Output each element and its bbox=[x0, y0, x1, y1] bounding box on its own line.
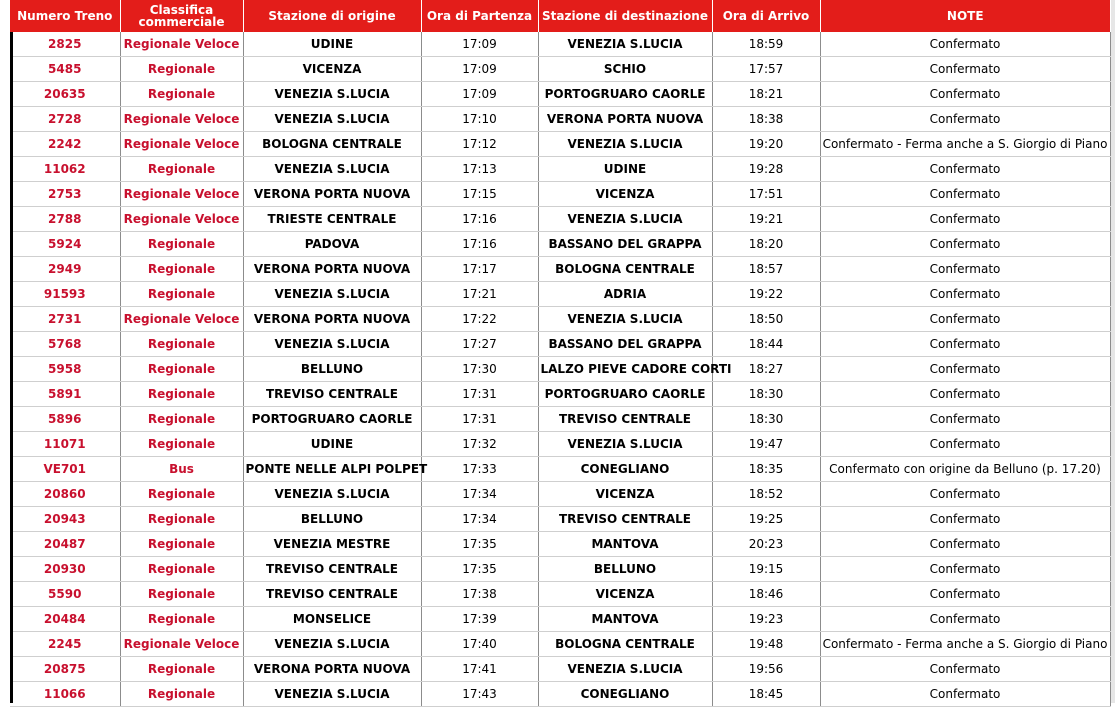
cell-ora-arrivo: 19:20 bbox=[712, 132, 820, 157]
cell-stazione-origine: VENEZIA S.LUCIA bbox=[243, 632, 421, 657]
cell-ora-arrivo: 17:57 bbox=[712, 57, 820, 82]
cell-numero-treno: 5590 bbox=[10, 582, 120, 607]
cell-note: Confermato bbox=[820, 257, 1110, 282]
cell-ora-arrivo: 18:20 bbox=[712, 232, 820, 257]
cell-ora-partenza: 17:13 bbox=[421, 157, 538, 182]
cell-note: Confermato bbox=[820, 682, 1110, 707]
table-row bbox=[10, 232, 1110, 257]
cell-numero-treno: 2825 bbox=[10, 32, 120, 57]
header-row bbox=[10, 0, 1110, 32]
table-row bbox=[10, 532, 1110, 557]
cell-note: Confermato - Ferma anche a S. Giorgio di Piano bbox=[820, 132, 1110, 157]
cell-classifica: Regionale bbox=[120, 582, 243, 607]
cell-ora-arrivo: 18:52 bbox=[712, 482, 820, 507]
cell-stazione-destinazione: VICENZA bbox=[538, 482, 712, 507]
header-stazione-destinazione: Stazione di destinazione bbox=[538, 0, 712, 32]
cell-stazione-origine: VENEZIA S.LUCIA bbox=[243, 282, 421, 307]
header-ora-arrivo: Ora di Arrivo bbox=[712, 0, 820, 32]
cell-ora-arrivo: 18:21 bbox=[712, 82, 820, 107]
cell-ora-partenza: 17:16 bbox=[421, 207, 538, 232]
table-row bbox=[10, 82, 1110, 107]
cell-classifica: Regionale bbox=[120, 507, 243, 532]
cell-ora-partenza: 17:31 bbox=[421, 382, 538, 407]
cell-stazione-origine: MONSELICE bbox=[243, 607, 421, 632]
cell-note: Confermato bbox=[820, 382, 1110, 407]
cell-note: Confermato bbox=[820, 507, 1110, 532]
cell-ora-partenza: 17:16 bbox=[421, 232, 538, 257]
cell-note: Confermato bbox=[820, 32, 1110, 57]
cell-stazione-destinazione: LALZO PIEVE CADORE CORTI bbox=[538, 357, 712, 382]
cell-ora-partenza: 17:32 bbox=[421, 432, 538, 457]
table-row bbox=[10, 682, 1110, 707]
cell-stazione-origine: VENEZIA S.LUCIA bbox=[243, 682, 421, 707]
cell-note: Confermato bbox=[820, 107, 1110, 132]
cell-stazione-origine: BELLUNO bbox=[243, 507, 421, 532]
header-ora-partenza: Ora di Partenza bbox=[421, 0, 538, 32]
cell-stazione-origine: UDINE bbox=[243, 32, 421, 57]
cell-stazione-destinazione: BOLOGNA CENTRALE bbox=[538, 632, 712, 657]
cell-stazione-origine: TRIESTE CENTRALE bbox=[243, 207, 421, 232]
cell-ora-partenza: 17:10 bbox=[421, 107, 538, 132]
cell-numero-treno: 2245 bbox=[10, 632, 120, 657]
cell-classifica: Regionale Veloce bbox=[120, 632, 243, 657]
table-row bbox=[10, 32, 1110, 57]
cell-stazione-origine: VERONA PORTA NUOVA bbox=[243, 182, 421, 207]
cell-numero-treno: 20860 bbox=[10, 482, 120, 507]
cell-stazione-origine: VENEZIA S.LUCIA bbox=[243, 107, 421, 132]
cell-note: Confermato bbox=[820, 532, 1110, 557]
table-row bbox=[10, 632, 1110, 657]
cell-numero-treno: 20487 bbox=[10, 532, 120, 557]
cell-stazione-origine: PADOVA bbox=[243, 232, 421, 257]
cell-stazione-destinazione: VENEZIA S.LUCIA bbox=[538, 207, 712, 232]
cell-stazione-destinazione: VENEZIA S.LUCIA bbox=[538, 432, 712, 457]
cell-ora-partenza: 17:09 bbox=[421, 32, 538, 57]
cell-stazione-origine: PORTOGRUARO CAORLE bbox=[243, 407, 421, 432]
table-row bbox=[10, 57, 1110, 82]
cell-numero-treno: 11071 bbox=[10, 432, 120, 457]
cell-stazione-origine: UDINE bbox=[243, 432, 421, 457]
cell-note: Confermato bbox=[820, 607, 1110, 632]
cell-classifica: Regionale bbox=[120, 332, 243, 357]
table-row bbox=[10, 282, 1110, 307]
cell-ora-partenza: 17:21 bbox=[421, 282, 538, 307]
cell-ora-partenza: 17:12 bbox=[421, 132, 538, 157]
cell-note: Confermato bbox=[820, 307, 1110, 332]
cell-stazione-destinazione: TREVISO CENTRALE bbox=[538, 507, 712, 532]
cell-stazione-origine: VENEZIA S.LUCIA bbox=[243, 82, 421, 107]
cell-ora-arrivo: 19:21 bbox=[712, 207, 820, 232]
cell-classifica: Regionale bbox=[120, 432, 243, 457]
table-body bbox=[10, 32, 1110, 707]
cell-ora-arrivo: 18:45 bbox=[712, 682, 820, 707]
cell-classifica: Regionale bbox=[120, 357, 243, 382]
cell-stazione-destinazione: BASSANO DEL GRAPPA bbox=[538, 332, 712, 357]
cell-numero-treno: 20930 bbox=[10, 557, 120, 582]
cell-numero-treno: 2949 bbox=[10, 257, 120, 282]
cell-classifica: Regionale bbox=[120, 607, 243, 632]
table-row bbox=[10, 482, 1110, 507]
cell-note: Confermato bbox=[820, 332, 1110, 357]
cell-stazione-destinazione: VENEZIA S.LUCIA bbox=[538, 307, 712, 332]
header-classifica-commerciale: Classifica commerciale bbox=[120, 0, 243, 32]
cell-classifica: Regionale bbox=[120, 482, 243, 507]
table-row bbox=[10, 407, 1110, 432]
cell-classifica: Regionale Veloce bbox=[120, 107, 243, 132]
cell-stazione-origine: TREVISO CENTRALE bbox=[243, 582, 421, 607]
cell-stazione-origine: VENEZIA S.LUCIA bbox=[243, 332, 421, 357]
train-schedule-sheet bbox=[10, 0, 1115, 703]
cell-classifica: Regionale Veloce bbox=[120, 207, 243, 232]
cell-stazione-origine: BOLOGNA CENTRALE bbox=[243, 132, 421, 157]
cell-stazione-destinazione: BASSANO DEL GRAPPA bbox=[538, 232, 712, 257]
cell-stazione-destinazione: MANTOVA bbox=[538, 607, 712, 632]
header-numero-treno: Numero Treno bbox=[10, 0, 120, 32]
cell-stazione-origine: TREVISO CENTRALE bbox=[243, 557, 421, 582]
cell-ora-arrivo: 18:50 bbox=[712, 307, 820, 332]
cell-ora-arrivo: 19:25 bbox=[712, 507, 820, 532]
cell-stazione-destinazione: VERONA PORTA NUOVA bbox=[538, 107, 712, 132]
table-row bbox=[10, 657, 1110, 682]
table-row bbox=[10, 457, 1110, 482]
cell-note: Confermato bbox=[820, 57, 1110, 82]
cell-numero-treno: 5896 bbox=[10, 407, 120, 432]
cell-classifica: Regionale bbox=[120, 557, 243, 582]
cell-numero-treno: 11062 bbox=[10, 157, 120, 182]
cell-ora-arrivo: 18:35 bbox=[712, 457, 820, 482]
cell-ora-partenza: 17:31 bbox=[421, 407, 538, 432]
cell-ora-arrivo: 18:46 bbox=[712, 582, 820, 607]
cell-ora-partenza: 17:09 bbox=[421, 57, 538, 82]
cell-note: Confermato bbox=[820, 432, 1110, 457]
cell-classifica: Regionale bbox=[120, 682, 243, 707]
cell-numero-treno: 5958 bbox=[10, 357, 120, 382]
cell-ora-arrivo: 19:15 bbox=[712, 557, 820, 582]
table-row bbox=[10, 182, 1110, 207]
cell-ora-arrivo: 18:59 bbox=[712, 32, 820, 57]
cell-ora-partenza: 17:22 bbox=[421, 307, 538, 332]
cell-classifica: Bus bbox=[120, 457, 243, 482]
cell-ora-partenza: 17:33 bbox=[421, 457, 538, 482]
table-row bbox=[10, 157, 1110, 182]
table-row bbox=[10, 207, 1110, 232]
cell-stazione-origine: TREVISO CENTRALE bbox=[243, 382, 421, 407]
table-row bbox=[10, 582, 1110, 607]
cell-note: Confermato bbox=[820, 582, 1110, 607]
cell-ora-partenza: 17:09 bbox=[421, 82, 538, 107]
cell-classifica: Regionale Veloce bbox=[120, 182, 243, 207]
cell-numero-treno: 20875 bbox=[10, 657, 120, 682]
cell-stazione-origine: VERONA PORTA NUOVA bbox=[243, 257, 421, 282]
cell-ora-arrivo: 18:30 bbox=[712, 407, 820, 432]
cell-stazione-origine: PONTE NELLE ALPI POLPET bbox=[243, 457, 421, 482]
table-row bbox=[10, 332, 1110, 357]
cell-numero-treno: 2788 bbox=[10, 207, 120, 232]
table-row bbox=[10, 557, 1110, 582]
cell-ora-partenza: 17:34 bbox=[421, 482, 538, 507]
cell-stazione-destinazione: BOLOGNA CENTRALE bbox=[538, 257, 712, 282]
cell-note: Confermato bbox=[820, 182, 1110, 207]
cell-stazione-destinazione: PORTOGRUARO CAORLE bbox=[538, 382, 712, 407]
cell-classifica: Regionale bbox=[120, 382, 243, 407]
cell-ora-partenza: 17:41 bbox=[421, 657, 538, 682]
cell-stazione-destinazione: TREVISO CENTRALE bbox=[538, 407, 712, 432]
cell-ora-arrivo: 19:23 bbox=[712, 607, 820, 632]
cell-ora-partenza: 17:43 bbox=[421, 682, 538, 707]
cell-ora-partenza: 17:40 bbox=[421, 632, 538, 657]
cell-stazione-origine: BELLUNO bbox=[243, 357, 421, 382]
cell-numero-treno: 5485 bbox=[10, 57, 120, 82]
cell-numero-treno: 20484 bbox=[10, 607, 120, 632]
cell-ora-partenza: 17:27 bbox=[421, 332, 538, 357]
cell-classifica: Regionale bbox=[120, 257, 243, 282]
cell-stazione-destinazione: PORTOGRUARO CAORLE bbox=[538, 82, 712, 107]
cell-stazione-destinazione: VENEZIA S.LUCIA bbox=[538, 132, 712, 157]
cell-ora-arrivo: 17:51 bbox=[712, 182, 820, 207]
cell-classifica: Regionale bbox=[120, 57, 243, 82]
header-note: NOTE bbox=[820, 0, 1110, 32]
cell-numero-treno: 2242 bbox=[10, 132, 120, 157]
cell-note: Confermato bbox=[820, 232, 1110, 257]
table-row bbox=[10, 382, 1110, 407]
table-row bbox=[10, 107, 1110, 132]
table-row bbox=[10, 507, 1110, 532]
cell-ora-arrivo: 18:27 bbox=[712, 357, 820, 382]
table-row bbox=[10, 607, 1110, 632]
cell-stazione-destinazione: VICENZA bbox=[538, 582, 712, 607]
cell-stazione-origine: VENEZIA S.LUCIA bbox=[243, 157, 421, 182]
cell-numero-treno: 2728 bbox=[10, 107, 120, 132]
cell-numero-treno: VE701 bbox=[10, 457, 120, 482]
cell-stazione-destinazione: BELLUNO bbox=[538, 557, 712, 582]
cell-ora-arrivo: 18:44 bbox=[712, 332, 820, 357]
cell-ora-arrivo: 19:48 bbox=[712, 632, 820, 657]
cell-numero-treno: 2753 bbox=[10, 182, 120, 207]
cell-classifica: Regionale bbox=[120, 532, 243, 557]
cell-note: Confermato bbox=[820, 157, 1110, 182]
cell-ora-arrivo: 19:28 bbox=[712, 157, 820, 182]
cell-note: Confermato bbox=[820, 482, 1110, 507]
cell-numero-treno: 20635 bbox=[10, 82, 120, 107]
cell-classifica: Regionale bbox=[120, 157, 243, 182]
cell-classifica: Regionale bbox=[120, 657, 243, 682]
cell-ora-partenza: 17:15 bbox=[421, 182, 538, 207]
cell-ora-partenza: 17:35 bbox=[421, 532, 538, 557]
cell-classifica: Regionale bbox=[120, 82, 243, 107]
cell-stazione-destinazione: CONEGLIANO bbox=[538, 682, 712, 707]
cell-note: Confermato con origine da Belluno (p. 17.20) bbox=[820, 457, 1110, 482]
cell-classifica: Regionale Veloce bbox=[120, 307, 243, 332]
cell-stazione-destinazione: VENEZIA S.LUCIA bbox=[538, 32, 712, 57]
cell-note: Confermato bbox=[820, 282, 1110, 307]
cell-numero-treno: 5891 bbox=[10, 382, 120, 407]
cell-stazione-destinazione: MANTOVA bbox=[538, 532, 712, 557]
cell-numero-treno: 20943 bbox=[10, 507, 120, 532]
cell-stazione-origine: VERONA PORTA NUOVA bbox=[243, 307, 421, 332]
cell-ora-partenza: 17:35 bbox=[421, 557, 538, 582]
cell-classifica: Regionale bbox=[120, 282, 243, 307]
cell-note: Confermato - Ferma anche a S. Giorgio di Piano bbox=[820, 632, 1110, 657]
cell-stazione-origine: VENEZIA S.LUCIA bbox=[243, 482, 421, 507]
cell-ora-arrivo: 18:57 bbox=[712, 257, 820, 282]
cell-stazione-destinazione: VICENZA bbox=[538, 182, 712, 207]
cell-numero-treno: 5768 bbox=[10, 332, 120, 357]
cell-numero-treno: 2731 bbox=[10, 307, 120, 332]
cell-ora-partenza: 17:17 bbox=[421, 257, 538, 282]
cell-stazione-destinazione: UDINE bbox=[538, 157, 712, 182]
cell-ora-arrivo: 18:30 bbox=[712, 382, 820, 407]
table-row bbox=[10, 257, 1110, 282]
cell-ora-arrivo: 19:47 bbox=[712, 432, 820, 457]
cell-numero-treno: 91593 bbox=[10, 282, 120, 307]
cell-stazione-origine: VICENZA bbox=[243, 57, 421, 82]
cell-note: Confermato bbox=[820, 657, 1110, 682]
cell-stazione-destinazione: CONEGLIANO bbox=[538, 457, 712, 482]
table-row bbox=[10, 432, 1110, 457]
cell-classifica: Regionale Veloce bbox=[120, 132, 243, 157]
cell-note: Confermato bbox=[820, 207, 1110, 232]
cell-note: Confermato bbox=[820, 557, 1110, 582]
cell-numero-treno: 5924 bbox=[10, 232, 120, 257]
table-row bbox=[10, 132, 1110, 157]
cell-ora-partenza: 17:30 bbox=[421, 357, 538, 382]
right-edge-strip bbox=[1111, 0, 1115, 703]
cell-note: Confermato bbox=[820, 82, 1110, 107]
cell-ora-partenza: 17:34 bbox=[421, 507, 538, 532]
cell-stazione-destinazione: ADRIA bbox=[538, 282, 712, 307]
cell-numero-treno: 11066 bbox=[10, 682, 120, 707]
left-border-rule bbox=[10, 32, 13, 703]
cell-classifica: Regionale Veloce bbox=[120, 32, 243, 57]
cell-stazione-destinazione: SCHIO bbox=[538, 57, 712, 82]
cell-stazione-destinazione: VENEZIA S.LUCIA bbox=[538, 657, 712, 682]
cell-ora-arrivo: 19:22 bbox=[712, 282, 820, 307]
cell-classifica: Regionale bbox=[120, 407, 243, 432]
cell-stazione-origine: VENEZIA MESTRE bbox=[243, 532, 421, 557]
cell-stazione-origine: VERONA PORTA NUOVA bbox=[243, 657, 421, 682]
cell-classifica: Regionale bbox=[120, 232, 243, 257]
table-row bbox=[10, 357, 1110, 382]
cell-ora-arrivo: 18:38 bbox=[712, 107, 820, 132]
header-stazione-origine: Stazione di origine bbox=[243, 0, 421, 32]
table-row bbox=[10, 307, 1110, 332]
cell-ora-partenza: 17:38 bbox=[421, 582, 538, 607]
cell-ora-arrivo: 20:23 bbox=[712, 532, 820, 557]
cell-note: Confermato bbox=[820, 357, 1110, 382]
cell-note: Confermato bbox=[820, 407, 1110, 432]
train-schedule-table bbox=[10, 0, 1111, 707]
cell-ora-arrivo: 19:56 bbox=[712, 657, 820, 682]
table-header bbox=[10, 0, 1110, 32]
cell-ora-partenza: 17:39 bbox=[421, 607, 538, 632]
